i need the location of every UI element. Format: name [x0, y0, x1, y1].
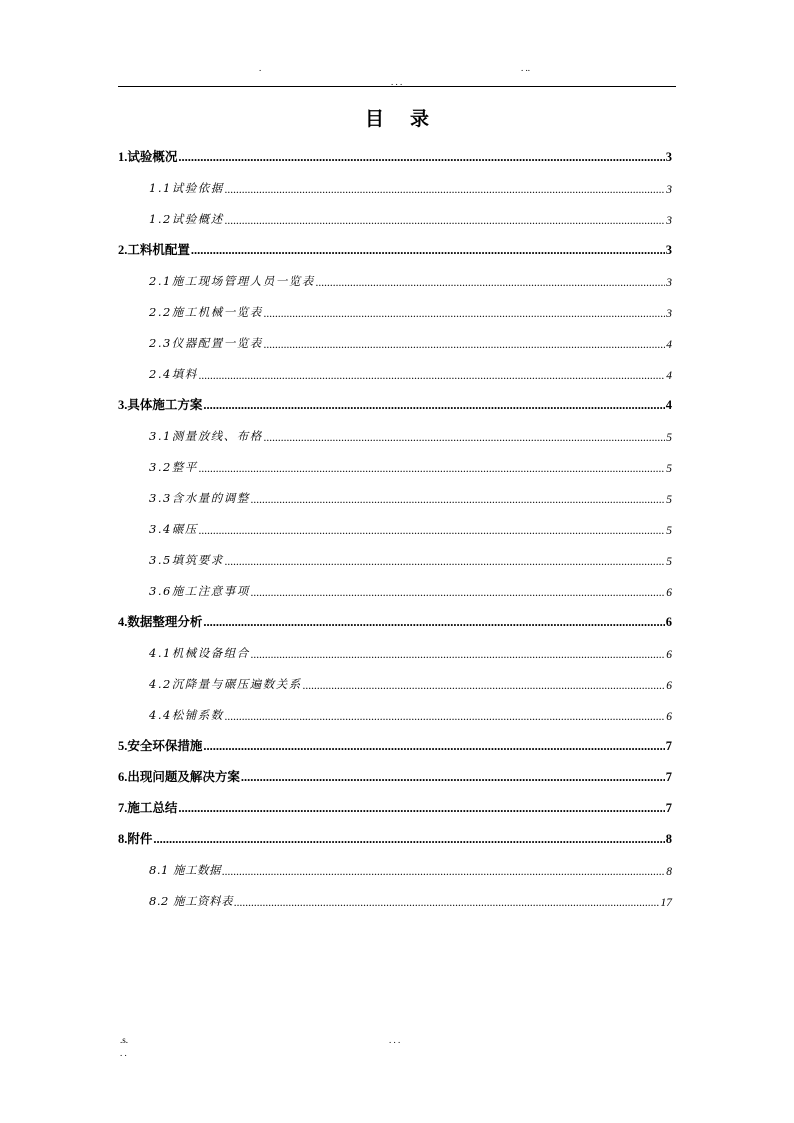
toc-dot-leader [203, 739, 664, 754]
toc-entry-number: 5. [118, 739, 128, 753]
toc-entry-number: 6. [118, 770, 128, 784]
toc-entry-label [149, 428, 263, 444]
toc-dot-leader [264, 339, 665, 351]
toc-dot-leader [191, 243, 665, 258]
toc-dot-leader [178, 150, 664, 165]
toc-entry-text: 工料机配置 [127, 242, 190, 257]
toc-entry-section[interactable] [149, 546, 672, 568]
toc-entry-label [149, 273, 315, 289]
toc-page-number: 6 [665, 615, 672, 629]
toc-entry-text: 8.1 施工数据 [149, 863, 221, 877]
toc-entry-label [118, 798, 177, 816]
toc-dot-leader [199, 370, 665, 382]
toc-entry-text: 3.1测量放线、布格 [149, 429, 263, 443]
toc-entry-text: 4.2沉降量与碾压遍数关系 [149, 677, 302, 691]
toc-dot-leader [251, 649, 665, 661]
toc-page-number: 8 [666, 866, 672, 878]
toc-page-number: 17 [660, 897, 672, 909]
toc-dot-leader [234, 897, 660, 909]
toc-entry-section[interactable] [149, 329, 672, 351]
toc-entry-label [149, 645, 250, 661]
header-mark-center: . . . [391, 77, 403, 87]
toc-entry-number: 7. [118, 801, 128, 815]
toc-entry-text: 1.1试验依据 [149, 181, 224, 195]
toc-entry-text: 3.3含水量的调整 [149, 491, 250, 505]
toc-page-number: 6 [666, 680, 672, 692]
toc-entry-section[interactable] [149, 205, 672, 227]
toc-entry-label [149, 707, 224, 723]
toc-entry-text: 3.5填筑要求 [149, 553, 224, 567]
toc-page-number: 3 [666, 308, 672, 320]
toc-entry-text: 安全环保措施 [127, 738, 203, 753]
toc-entry-label [149, 366, 198, 382]
toc-entry-text: 施工总结 [127, 800, 178, 815]
toc-dot-leader [199, 525, 665, 537]
toc-entry-section[interactable] [149, 484, 672, 506]
toc-entry-text: 3.4碾压 [149, 522, 198, 536]
toc-page-number: 4 [665, 398, 672, 412]
toc-entry-section[interactable] [149, 360, 672, 382]
toc-dot-leader [225, 184, 665, 196]
toc-page-number: 3 [666, 215, 672, 227]
toc-entry-label [149, 521, 198, 537]
toc-entry-label [149, 552, 224, 568]
toc-entry-text: 2.2施工机械一览表 [149, 305, 263, 319]
toc-page-number: 6 [666, 649, 672, 661]
toc-entry-number: 2. [118, 243, 128, 257]
toc-entry-text: 具体施工方案 [127, 397, 203, 412]
toc-entry-label [118, 736, 202, 754]
toc-entry-section[interactable] [149, 856, 672, 878]
toc-entry-section[interactable] [149, 422, 672, 444]
toc-entry-label [118, 147, 177, 165]
toc-dot-leader [264, 308, 665, 320]
toc-entry-text: 出现问题及解决方案 [127, 769, 240, 784]
footer-mark-center: . . . [389, 1035, 401, 1045]
toc-page-number: 8 [665, 832, 672, 846]
toc-entry-section[interactable] [149, 174, 672, 196]
toc-page-number: 7 [665, 739, 672, 753]
footer-mark-left-bottom: . . [120, 1048, 127, 1058]
toc-entry-chapter[interactable] [118, 143, 672, 165]
header-rule [118, 86, 676, 87]
toc-dot-leader [178, 801, 664, 816]
toc-page-number: 5 [666, 463, 672, 475]
toc-entry-number: 1. [118, 150, 128, 164]
toc-entry-section[interactable] [149, 453, 672, 475]
toc-page-number: 3 [666, 184, 672, 196]
toc-entry-chapter[interactable] [118, 732, 672, 754]
toc-entry-number: 4. [118, 615, 128, 629]
toc-dot-leader [303, 680, 665, 692]
toc-entry-label [118, 612, 202, 630]
toc-entry-label [118, 395, 202, 413]
toc-page-number: 5 [666, 432, 672, 444]
toc-entry-text: 试验概况 [127, 149, 178, 164]
toc-entry-text: 3.2整平 [149, 460, 198, 474]
toc-page-number: 3 [665, 150, 672, 164]
toc-entry-label [149, 893, 233, 909]
toc-entry-number: 8. [118, 832, 128, 846]
footer-mark-left-top: .s. [120, 1035, 129, 1045]
toc-entry-chapter[interactable] [118, 391, 672, 413]
toc-dot-leader [222, 866, 665, 878]
header-mark-right: . .. [521, 63, 530, 73]
toc-entry-text: 1.2试验概述 [149, 212, 224, 226]
toc-entry-label [149, 490, 250, 506]
toc-entry-text: 2.1施工现场管理人员一览表 [149, 274, 315, 288]
toc-entry-section[interactable] [149, 639, 672, 661]
title-char-1: 目 [364, 108, 384, 130]
toc-entry-section[interactable] [149, 701, 672, 723]
toc-entry-section[interactable] [149, 267, 672, 289]
toc-dot-leader [225, 711, 665, 723]
toc-page-number: 6 [666, 587, 672, 599]
toc-page-number: 3 [666, 277, 672, 289]
toc-page-number: 3 [665, 243, 672, 257]
toc-entry-text: 3.6施工注意事项 [149, 584, 250, 598]
toc-entry-label [149, 180, 224, 196]
toc-entry-label [118, 240, 190, 258]
toc-entry-chapter[interactable] [118, 236, 672, 258]
toc-dot-leader [241, 770, 665, 785]
toc-entry-label [118, 767, 240, 785]
toc-dot-leader [203, 615, 664, 630]
toc-entry-text: 2.4填料 [149, 367, 198, 381]
toc-dot-leader [264, 432, 665, 444]
toc-entry-text: 8.2 施工资料表 [149, 894, 233, 908]
toc-entry-chapter[interactable] [118, 763, 672, 785]
toc-dot-leader [316, 277, 665, 289]
toc-entry-label [149, 459, 198, 475]
toc-entry-text: 附件 [127, 831, 153, 846]
toc-entry-label [149, 583, 250, 599]
toc-page-number: 7 [665, 770, 672, 784]
toc-page-number: 5 [666, 525, 672, 537]
toc-dot-leader [199, 463, 665, 475]
toc-entry-chapter[interactable] [118, 608, 672, 630]
toc-dot-leader [251, 587, 665, 599]
toc-page-number: 4 [666, 370, 672, 382]
toc-entry-text: 数据整理分析 [127, 614, 203, 629]
toc-entry-label [149, 862, 221, 878]
toc-page-number: 6 [666, 711, 672, 723]
toc-entry-label [149, 211, 224, 227]
header-mark-left: . [259, 63, 262, 73]
toc-dot-leader [203, 398, 664, 413]
toc-dot-leader [153, 832, 664, 847]
toc-entry-text: 4.1机械设备组合 [149, 646, 250, 660]
toc-page-number: 5 [666, 556, 672, 568]
toc-dot-leader [251, 494, 665, 506]
toc-dot-leader [225, 215, 665, 227]
toc-entry-text: 2.3仪器配置一览表 [149, 336, 263, 350]
toc-entry-section[interactable] [149, 298, 672, 320]
toc-entry-section[interactable] [149, 577, 672, 599]
toc-entry-chapter[interactable] [118, 825, 672, 847]
toc-entry-section[interactable] [149, 515, 672, 537]
toc-entry-label [149, 304, 263, 320]
toc-page-number: 5 [666, 494, 672, 506]
toc-page-number: 4 [666, 339, 672, 351]
toc-entry-label [118, 829, 152, 847]
toc-page-number: 7 [665, 801, 672, 815]
toc-entry-chapter[interactable] [118, 794, 672, 816]
toc-entry-section[interactable] [149, 887, 672, 909]
toc-entry-section[interactable] [149, 670, 672, 692]
toc-entry-label [149, 335, 263, 351]
toc-entry-number: 3. [118, 398, 128, 412]
toc-entry-label [149, 676, 302, 692]
title-char-2: 录 [410, 108, 430, 130]
page-title [0, 104, 794, 131]
toc-entry-text: 4.4松铺系数 [149, 708, 224, 722]
toc-dot-leader [225, 556, 665, 568]
